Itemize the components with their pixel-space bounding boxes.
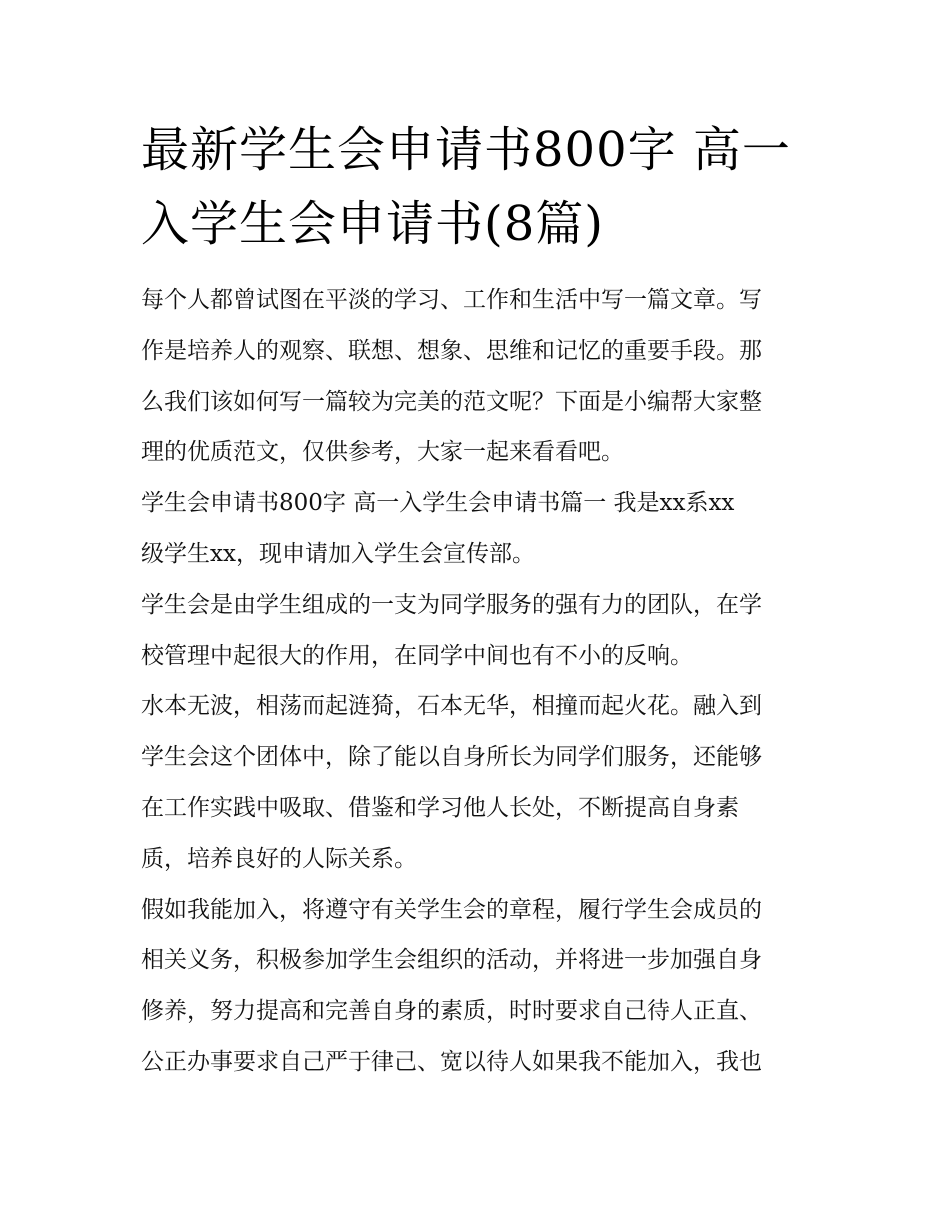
text-line: 相关义务，积极参加学生会组织的活动，并将进一步加强自身: [141, 947, 762, 974]
text-line: 修养，努力提高和完善自身的素质，时时要求自己待人正直、: [141, 998, 762, 1025]
text-line: 在工作实践中吸取、借鉴和学习他人长处，不断提高自身素: [141, 794, 739, 821]
text-line: 学生会这个团体中，除了能以自身所长为同学们服务，还能够: [141, 744, 762, 771]
text-line: 假如我能加入，将遵守有关学生会的章程，履行学生会成员的: [141, 896, 762, 923]
text-line: 学生会是由学生组成的一支为同学服务的强有力的团队，在学: [141, 591, 762, 618]
document-title: [141, 113, 821, 261]
paragraph-commitment: [141, 885, 821, 1088]
title-line: 入学生会申请书(8篇): [141, 196, 604, 252]
paragraph-student-union: [141, 580, 821, 682]
text-line: 么我们该如何写一篇较为完美的范文呢？下面是小编帮大家整: [141, 388, 762, 415]
paragraph-section-heading: [141, 478, 821, 580]
text-line: 每个人都曾试图在平淡的学习、工作和生活中写一篇文章。写: [141, 287, 762, 313]
text-line: 质，培养良好的人际关系。: [141, 845, 417, 872]
document-body: [141, 275, 821, 1088]
text-line: 理的优质范文，仅供参考，大家一起来看看吧。: [141, 439, 624, 466]
text-line: 级学生xx，现申请加入学生会宣传部。: [141, 540, 535, 567]
text-line: 作是培养人的观察、联想、想象、思维和记忆的重要手段。那: [141, 337, 762, 364]
text-line: 学生会申请书800字 高一入学生会申请书篇一 我是xx系xx: [141, 490, 735, 517]
title-line: 最新学生会申请书800字 高一: [141, 122, 791, 178]
text-line: 校管理中起很大的作用，在同学中间也有不小的反响。: [141, 642, 693, 669]
text-line: 水本无波，相荡而起涟猗，石本无华，相撞而起火花。融入到: [141, 693, 762, 720]
paragraph-intro: [141, 275, 821, 478]
paragraph-metaphor: [141, 681, 821, 884]
text-line: 公正办事要求自己严于律己、宽以待人如果我不能加入，我也: [141, 1048, 762, 1075]
